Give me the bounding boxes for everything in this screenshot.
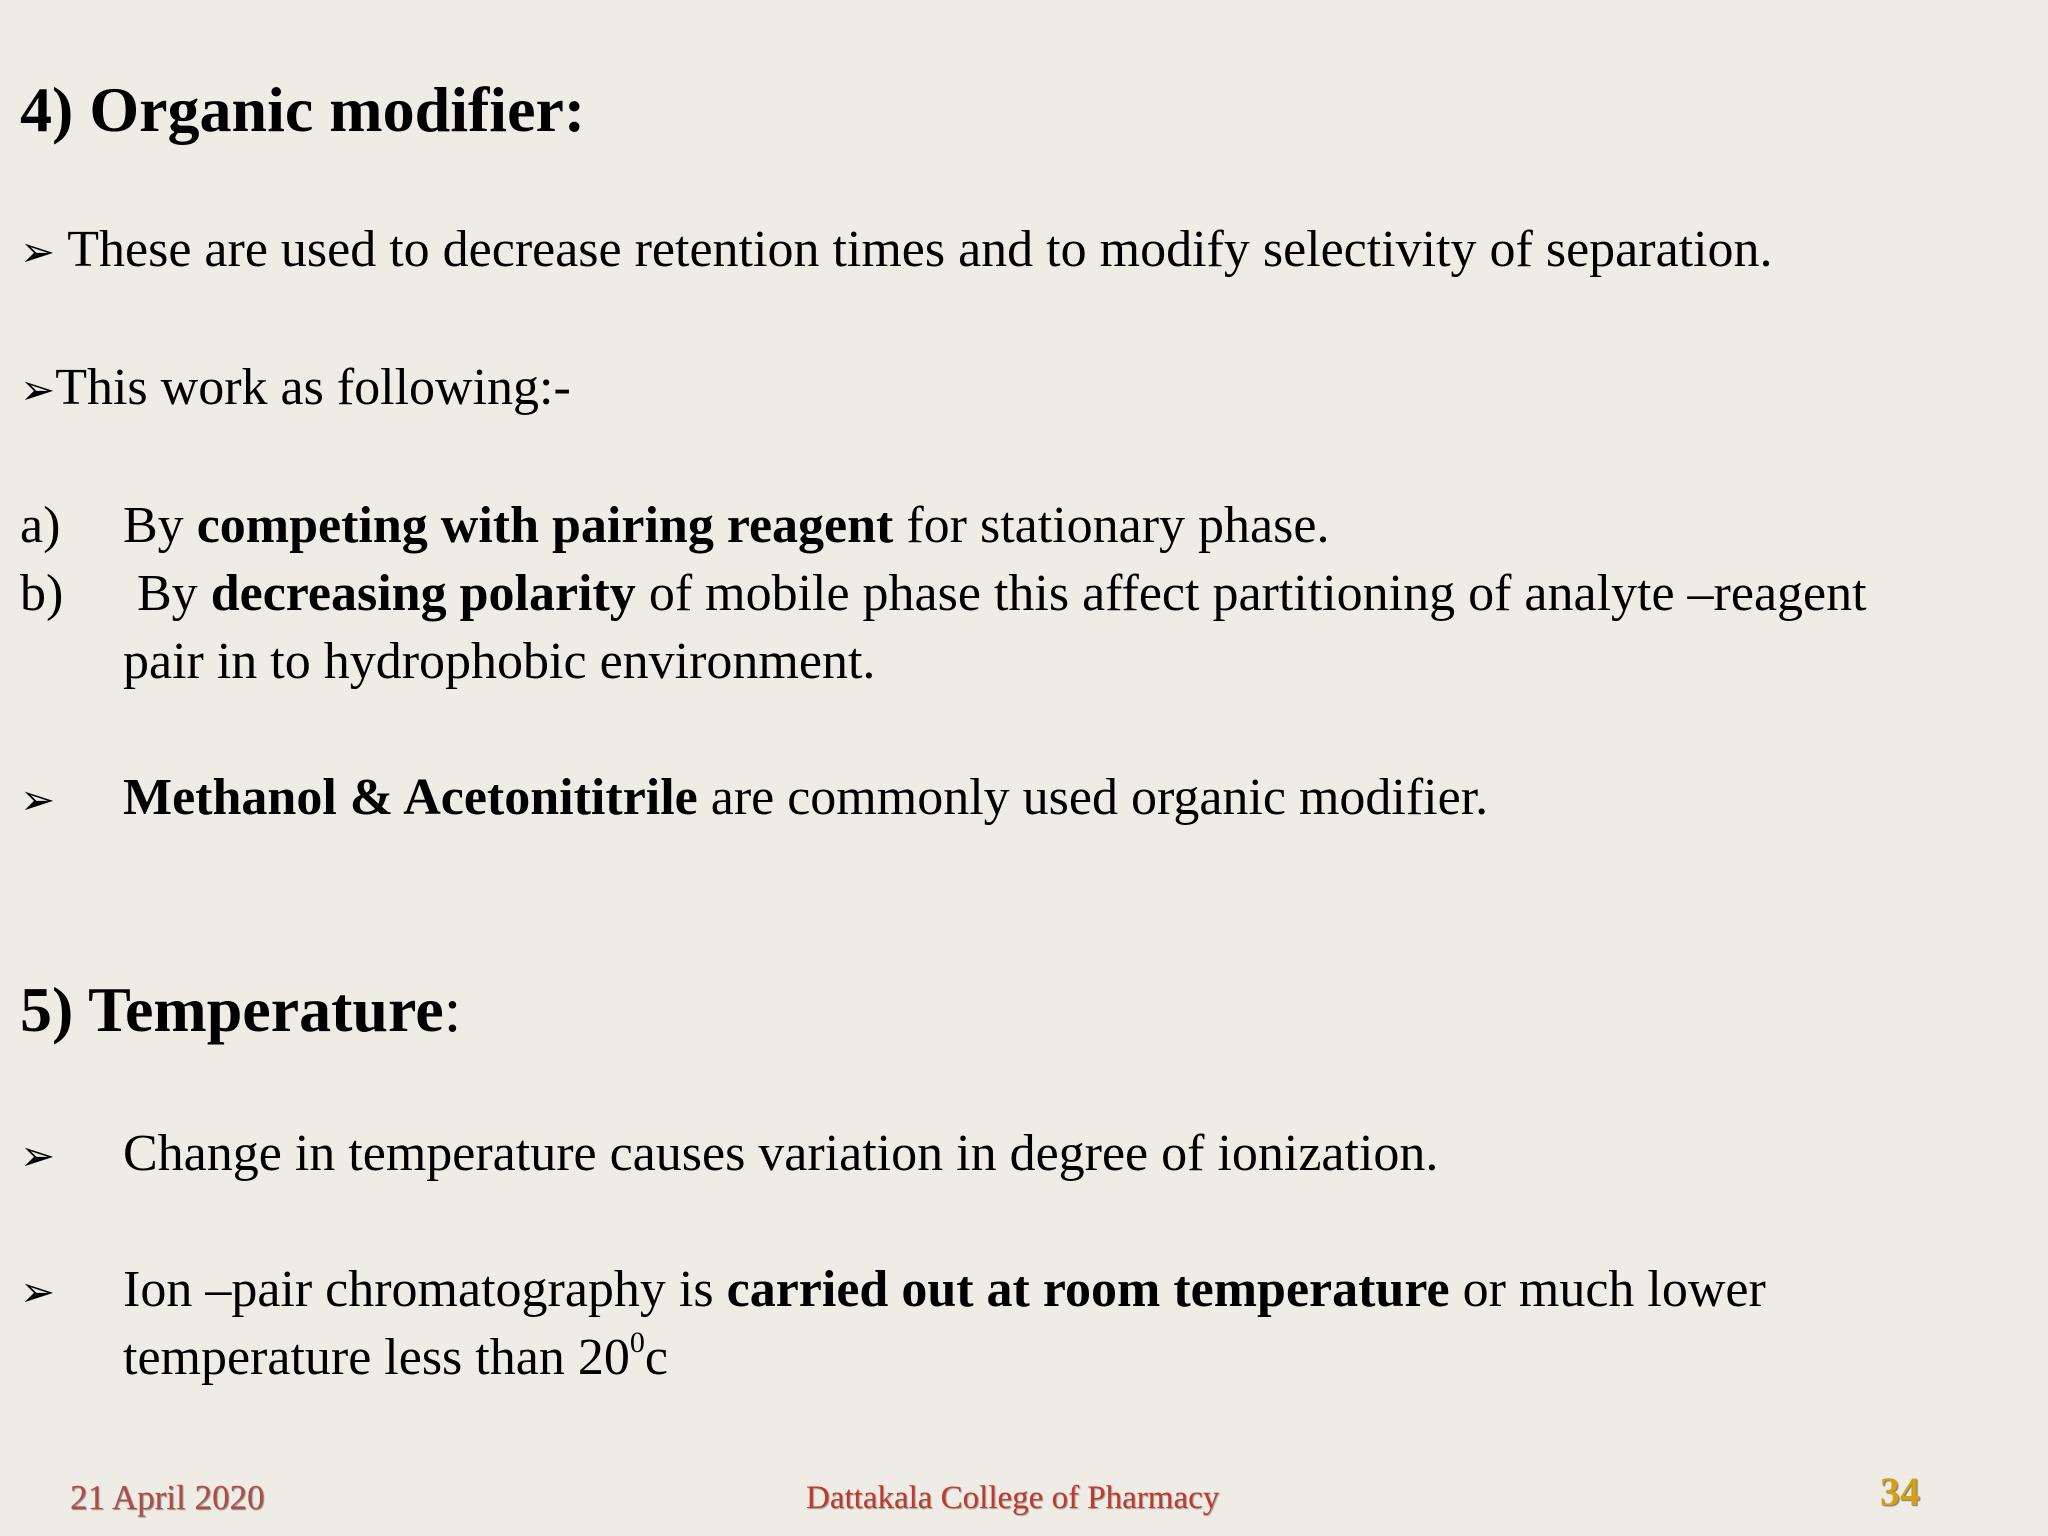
bullet-decrease-retention: [20, 221, 1773, 278]
ion-pair-line2-pre: temperature less than 20: [123, 1329, 630, 1386]
section-5-heading-colon: :: [443, 974, 462, 1045]
arrow-bullet-icon: ➢: [20, 775, 56, 824]
ion-pair-line2-post: c: [644, 1329, 668, 1386]
bullet-ion-pair: [123, 1261, 1766, 1318]
footer-date: 21 April 2020: [70, 1478, 265, 1517]
section-5-heading: [20, 974, 462, 1045]
bullet-text: These are used to decrease retention times and to modify selectivity of separation.: [67, 221, 1773, 278]
bullet-work-as-following: [20, 359, 571, 416]
bullet-methanol: [123, 769, 1489, 826]
footer-college-name: Dattakala College of Pharmacy: [806, 1480, 1220, 1516]
list-label-a: a): [20, 497, 61, 554]
bullet-temperature-change: Change in temperature causes variation in degree of ionization.: [123, 1125, 1439, 1182]
item-b-pre: By: [137, 565, 211, 622]
bullet-text: This work as following:-: [55, 359, 571, 416]
section-4-heading: 4) Organic modifier:: [20, 74, 586, 145]
ion-pair-pre: Ion –pair chromatography is: [123, 1261, 727, 1318]
degree-superscript: 0: [629, 1326, 645, 1359]
list-label-b: b): [20, 565, 64, 622]
list-item-b-line2: pair in to hydrophobic environment.: [123, 633, 876, 690]
ion-pair-post: or much lower: [1449, 1261, 1766, 1318]
section-5-heading-bold: 5) Temperature: [20, 974, 444, 1045]
item-b-post: of mobile phase this affect partitioning of analyte –reagent: [635, 565, 1867, 622]
ion-pair-bold: carried out at room temperature: [726, 1261, 1450, 1318]
item-a-pre: By: [123, 497, 197, 554]
bullet-ion-pair-line2: [123, 1326, 668, 1386]
list-item-a: [123, 497, 1330, 554]
bullet-methanol-bold: Methanol & Acetonititrile: [123, 769, 698, 826]
item-a-bold: competing with pairing reagent: [196, 497, 894, 554]
arrow-bullet-icon: ➢: [20, 365, 56, 414]
list-item-b: [137, 565, 1867, 622]
item-a-post: for stationary phase.: [893, 497, 1330, 554]
bullet-methanol-post: are commonly used organic modifier.: [697, 769, 1489, 826]
item-b-bold: decreasing polarity: [210, 565, 636, 622]
page-number: 34: [1880, 1469, 1920, 1514]
arrow-bullet-icon: ➢: [20, 1131, 56, 1180]
arrow-bullet-icon: ➢: [20, 227, 56, 276]
arrow-bullet-icon: ➢: [20, 1267, 56, 1316]
